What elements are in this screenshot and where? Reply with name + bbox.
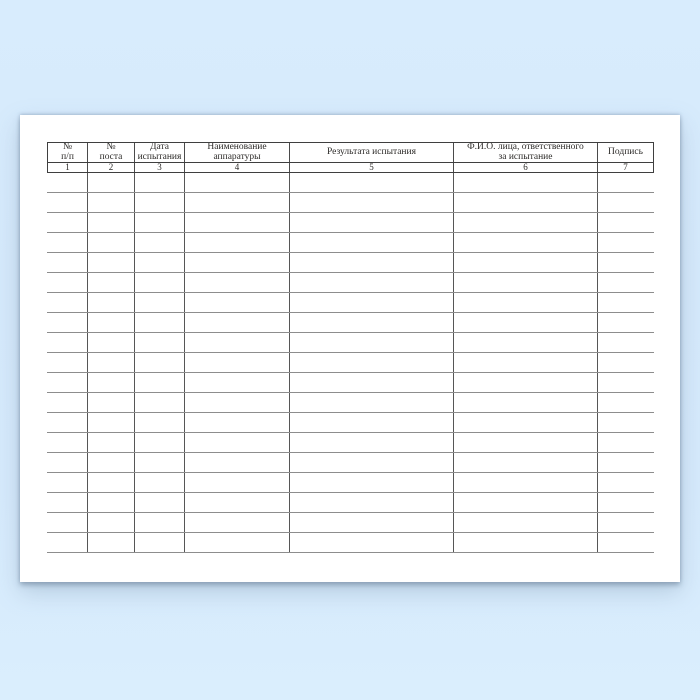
table-cell: [454, 333, 598, 352]
table-cell: [454, 273, 598, 292]
table-cell: [88, 533, 135, 552]
header-line: за испытание: [498, 151, 553, 162]
column-number-2: 2: [88, 163, 135, 172]
table-cell: [88, 313, 135, 332]
table-cell: [48, 253, 88, 272]
table-cell: [598, 373, 653, 392]
table-cell: [290, 433, 454, 452]
table-cell: [48, 433, 88, 452]
table-row: [47, 513, 654, 533]
table-cell: [135, 413, 185, 432]
table-cell: [88, 173, 135, 192]
table-cell: [185, 493, 290, 512]
table-cell: [135, 473, 185, 492]
column-number-6: 6: [454, 163, 598, 172]
table-row: [47, 333, 654, 353]
table-cell: [290, 253, 454, 272]
table-row: [47, 213, 654, 233]
table-cell: [598, 213, 653, 232]
table-cell: [598, 253, 653, 272]
table-cell: [135, 253, 185, 272]
column-number-4: 4: [185, 163, 290, 172]
table-cell: [48, 373, 88, 392]
table-row: [47, 453, 654, 473]
table-cell: [88, 413, 135, 432]
table-cell: [48, 273, 88, 292]
column-header-3: [135, 143, 185, 162]
table-cell: [48, 173, 88, 192]
table-cell: [185, 173, 290, 192]
table-row: [47, 413, 654, 433]
table-cell: [290, 513, 454, 532]
table-cell: [185, 513, 290, 532]
column-header-6: [454, 143, 598, 162]
table-cell: [185, 413, 290, 432]
table-cell: [88, 293, 135, 312]
header-line: №: [62, 143, 73, 152]
table-cell: [598, 433, 653, 452]
table-cell: [454, 313, 598, 332]
table-cell: [88, 433, 135, 452]
table-cell: [135, 333, 185, 352]
column-header-4: [185, 143, 290, 162]
table-cell: [88, 393, 135, 412]
table-cell: [48, 513, 88, 532]
table-cell: [185, 253, 290, 272]
table-cell: [598, 193, 653, 212]
table-cell: [135, 533, 185, 552]
table-cell: [454, 253, 598, 272]
table-cell: [88, 353, 135, 372]
column-number-1: 1: [48, 163, 88, 172]
table-cell: [598, 413, 653, 432]
column-number-5: 5: [290, 163, 454, 172]
table-cell: [88, 213, 135, 232]
table-cell: [185, 533, 290, 552]
table-cell: [290, 193, 454, 212]
table-row: [47, 193, 654, 213]
table-cell: [454, 193, 598, 212]
table-cell: [135, 193, 185, 212]
table-cell: [48, 213, 88, 232]
table-cell: [454, 213, 598, 232]
table-cell: [290, 373, 454, 392]
table-cell: [48, 313, 88, 332]
table-cell: [135, 393, 185, 412]
table-cell: [454, 293, 598, 312]
table-cell: [454, 233, 598, 252]
table-cell: [135, 173, 185, 192]
table-cell: [598, 513, 653, 532]
table-cell: [454, 373, 598, 392]
table-row: [47, 533, 654, 553]
table-cell: [135, 433, 185, 452]
table-cell: [135, 373, 185, 392]
table-cell: [48, 533, 88, 552]
table-cell: [454, 413, 598, 432]
table-cell: [598, 293, 653, 312]
table-cell: [290, 293, 454, 312]
column-number-7: 7: [623, 163, 628, 172]
table-cell: [88, 193, 135, 212]
table-row: [47, 273, 654, 293]
table-cell: [88, 273, 135, 292]
table-row: [47, 433, 654, 453]
table-row: [47, 173, 654, 193]
document-page: [20, 115, 680, 582]
table-cell: [185, 273, 290, 292]
table-cell: [290, 413, 454, 432]
table-cell: [135, 453, 185, 472]
table-cell: [135, 513, 185, 532]
header-line: испытания: [137, 151, 182, 162]
header-line: Дата: [150, 143, 169, 152]
table-cell: [598, 273, 653, 292]
column-header-2: [88, 143, 135, 162]
table-cell: [185, 473, 290, 492]
table-cell: [48, 353, 88, 372]
table-cell: [48, 333, 88, 352]
table-cell: [598, 353, 653, 372]
table-cell: [290, 233, 454, 252]
table-cell: [185, 293, 290, 312]
table-cell: [598, 333, 653, 352]
table-cell: [135, 233, 185, 252]
table-cell: [454, 473, 598, 492]
table-cell: [290, 453, 454, 472]
table-cell: [185, 233, 290, 252]
table-row: [47, 393, 654, 413]
table-cell: [185, 433, 290, 452]
table-cell: [135, 213, 185, 232]
header-line: Подпись: [608, 146, 643, 157]
journal-table: [47, 142, 654, 553]
table-row: [47, 353, 654, 373]
column-header-1: [48, 143, 88, 162]
table-cell: [88, 373, 135, 392]
table-cell: [185, 333, 290, 352]
column-header-7: [598, 143, 653, 162]
table-cell: [48, 453, 88, 472]
table-cell: [88, 513, 135, 532]
table-cell: [135, 273, 185, 292]
header-line: Наименование: [207, 143, 267, 152]
table-cell: [88, 493, 135, 512]
table-cell: [185, 453, 290, 472]
table-cell: [598, 233, 653, 252]
table-body: [47, 173, 654, 553]
table-cell: [88, 333, 135, 352]
table-row: [47, 293, 654, 313]
table-cell: [135, 293, 185, 312]
table-cell: [454, 433, 598, 452]
column-number-3: 3: [135, 163, 185, 172]
table-cell: [454, 453, 598, 472]
table-cell: [290, 393, 454, 412]
header-line: №: [106, 143, 116, 152]
table-cell: [598, 473, 653, 492]
table-cell: [290, 333, 454, 352]
table-cell: [185, 393, 290, 412]
table-cell: [48, 393, 88, 412]
table-cell: [290, 173, 454, 192]
header-line: п/п: [61, 151, 74, 162]
table-cell: [598, 453, 653, 472]
table-cell: [454, 353, 598, 372]
table-cell: [185, 213, 290, 232]
table-cell: [290, 353, 454, 372]
table-cell: [185, 353, 290, 372]
table-cell: [185, 373, 290, 392]
column-number-row: [47, 163, 654, 173]
table-cell: [135, 353, 185, 372]
table-cell: [48, 293, 88, 312]
table-row: [47, 473, 654, 493]
table-cell: [454, 173, 598, 192]
header-line: Ф.И.О. лица, ответственного: [467, 143, 584, 152]
table-cell: [48, 413, 88, 432]
table-row: [47, 493, 654, 513]
table-cell: [598, 173, 653, 192]
table-cell: [598, 533, 653, 552]
table-cell: [185, 193, 290, 212]
table-cell: [48, 233, 88, 252]
header-line: поста: [99, 151, 123, 162]
table-cell: [598, 393, 653, 412]
table-cell: [290, 533, 454, 552]
table-cell: [290, 493, 454, 512]
table-cell: [48, 193, 88, 212]
table-row: [47, 373, 654, 393]
table-cell: [454, 393, 598, 412]
header-line: аппаратуры: [213, 151, 261, 162]
column-header-5: [290, 143, 454, 162]
table-cell: [290, 213, 454, 232]
table-cell: [88, 453, 135, 472]
table-cell: [290, 313, 454, 332]
table-cell: [598, 493, 653, 512]
table-cell: [290, 273, 454, 292]
header-line: Результата испытания: [327, 146, 416, 157]
table-cell: [290, 473, 454, 492]
table-row: [47, 313, 654, 333]
table-header-row: [47, 142, 654, 163]
table-cell: [454, 493, 598, 512]
table-cell: [598, 313, 653, 332]
table-cell: [454, 533, 598, 552]
table-cell: [48, 493, 88, 512]
table-cell: [48, 473, 88, 492]
table-cell: [135, 493, 185, 512]
table-cell: [454, 513, 598, 532]
table-row: [47, 253, 654, 273]
table-cell: [88, 253, 135, 272]
table-cell: [185, 313, 290, 332]
table-cell: [88, 473, 135, 492]
table-row: [47, 233, 654, 253]
table-cell: [88, 233, 135, 252]
table-cell: [135, 313, 185, 332]
